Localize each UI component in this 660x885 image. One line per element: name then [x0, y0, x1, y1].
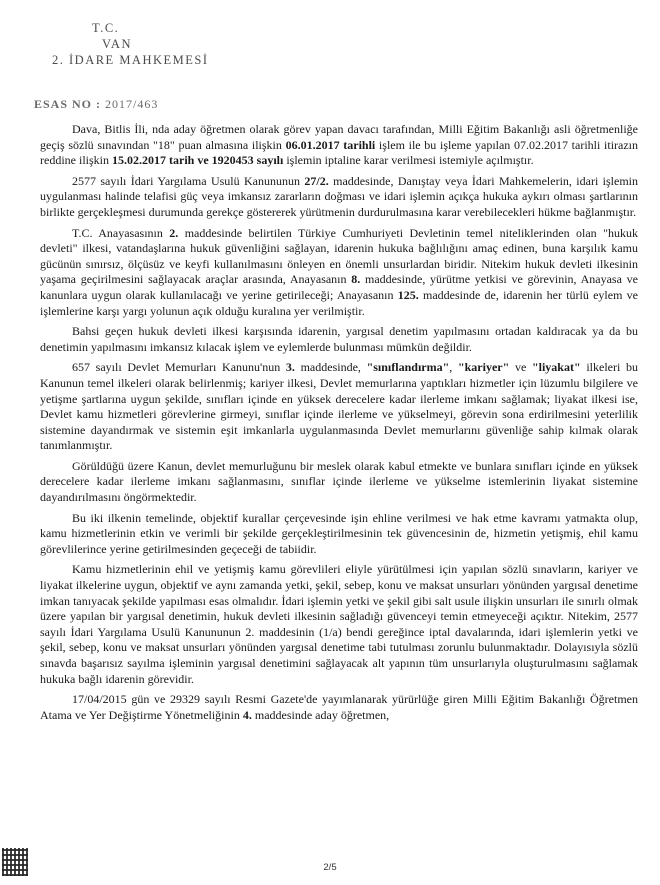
text-run: 2577 sayılı İdari Yargılama Usulü Kanununun — [72, 173, 305, 188]
text-run: maddesinde de, idarenin her türlü eylem ve işlemlerine karşı yargı yolunun açık olduğu kuralına yer verilmiştir. — [40, 287, 638, 318]
court-header — [52, 20, 209, 68]
body-paragraph — [40, 174, 638, 221]
bold-text: "kariyer" — [457, 360, 510, 375]
text-run: , — [449, 360, 458, 375]
text-run: maddesinde, — [294, 360, 367, 375]
body-paragraph — [40, 226, 638, 320]
text-run: Dava, Bitlis İli, nda aday öğretmen olarak görev yapan davacı tarafından, Milli Eğitim Bakanlığı asli öğretmenliğe geçiş sözlü sınavından "18" puan almasına ilişkin — [40, 122, 638, 152]
bold-text: 3. — [285, 360, 295, 375]
body-paragraph — [40, 324, 638, 355]
bold-text: 15.02.2017 tarih ve 1920453 sayılı — [112, 153, 284, 168]
text-run: maddesinde aday öğretmen, — [251, 707, 390, 722]
bold-text: "sınıflandırma" — [366, 360, 450, 375]
body-paragraph — [40, 122, 638, 169]
text-run: Görüldüğü üzere Kanun, devlet memurluğunu bir meslek olarak kabul etmekte ve bunlara sınıfları içinde en yüksek derecelere kadar ilerleme imkanı sağlanmasını, sınıflar içinde ilerleme ve yükselme istemlerinin liyakat sistemine dayandırılmasını öngörmektedir. — [40, 458, 638, 505]
text-run: işlem ile bu işleme yapılan 07.02.2017 tarihli itirazın reddine ilişkin — [40, 137, 639, 168]
bold-text: 06.01.2017 tarihli — [285, 137, 376, 152]
body-paragraph — [40, 692, 638, 723]
bold-text: 4. — [242, 707, 252, 722]
text-run: ve — [509, 360, 532, 375]
text-run: maddesinde belirtilen Türkiye Cumhuriyeti Devletinin temel niteliklerinden olan "hukuk devleti" ilkesi, vatandaşlarına hukuk güvenliğini sağlayan, idarenin hukuka bağlılığını amaç edinen, buna karşılık kamu gücünün sınırsız, ölçüsüz ve keyfi kullanılmasını önleyen en önemli unsurlardan biridir. Nitekim hukuk devleti ilkesinin yaşama geçirilmesini sağlayacak araçlar arasında, Anayasanın — [40, 225, 638, 287]
case-number — [34, 97, 158, 112]
bold-text: 125. — [397, 287, 419, 302]
header-city: VAN — [102, 37, 132, 51]
text-run: işlemin iptaline karar verilmesi istemiyle açılmıştır. — [283, 153, 534, 168]
text-run: Bahsi geçen hukuk devleti ilkesi karşısında idarenin, yargısal denetim yapılmasını ortadan kaldıracak ya da bu denetimin yapılmasını imkansız kılacak işlem ve eylemlerde bulunması mümkün değildir. — [40, 324, 638, 354]
body-paragraph — [40, 562, 638, 687]
text-run: maddesinde, yürütme yetkisi ve görevinin, Anayasa ve kanunlara uygun olarak kullanılacağı ve yerine getirileceği; Anayasanın — [40, 272, 638, 302]
header-tc: T.C. — [92, 21, 120, 35]
text-run: maddesinde, Danıştay veya İdari Mahkemelerin, idari işlemin uygulanması halinde telafisi güç veya imkansız zararların doğması ve idari işlemin açıkça hukuka aykırı olması şartlarının birlikte gerçekleşmesi durumunda gerekçe göstererek yürütmenin durdurulmasına karar verebilecekleri hükme bağlanmıştır. — [40, 173, 639, 219]
page-number: 2/5 — [323, 862, 337, 873]
header-court-name: 2. İDARE MAHKEMESİ — [52, 53, 209, 67]
bold-text: 27/2. — [304, 173, 329, 188]
document-body — [40, 122, 638, 728]
body-paragraph — [40, 459, 638, 506]
text-run: T.C. Anayasasının — [72, 225, 170, 240]
case-number-value: 2017/463 — [105, 97, 159, 111]
bold-text: 8. — [351, 272, 361, 287]
case-number-label: ESAS NO : — [34, 97, 102, 111]
bold-text: 2. — [169, 225, 179, 240]
text-run: 657 sayılı Devlet Memurları Kanunu'nun — [72, 360, 286, 375]
text-run: 17/04/2015 gün ve 29329 sayılı Resmi Gazete'de yayımlanarak yürürlüğe giren Milli Eğitim Bakanlığı Öğretmen Atama ve Yer Değiştirme Yönetmeliğinin — [40, 692, 638, 722]
bold-text: "liyakat" — [531, 360, 581, 375]
text-run: Kamu hizmetlerinin ehil ve yetişmiş kamu görevlileri eliyle yürütülmesi için yapılan sözlü sınavların, kariyer ve liyakat ilkelerine uygun, objektif ve aynı zamanda yetki, şekil, sebep, konu ve maksat unsurları yönünden yargısal denetime imkan tanıyacak şekilde yapılması esas olmalıdır. İdari işlemin yetki ve şekil gibi salt usule ilişkin unsurları ile sınırlı olmak üzere yapılan bir yargısal denetimin, hukuk devleti ilkesinin sağladığı güvenceyi temin etmeyeceği açıktır. Nitekim, 2577 sayılı İdari Yargılama Usulü Kanununun 2. maddesinin (1/a) bendi gereğince iptal davalarında, idari işlemlerin yetki ve şekil, sebep, konu ve maksat unsurları yönünden yargısal denetime tabi tutulması zorunlu bulunmaktadır. Dolayısıyla sözlü sınavda başarısız sayılma işleminin yargısal denetimini sağlayacak alt yapının tüm unsurlarıyla oluşturulmasını sağlamak hukuka bağlı idarenin görevidir. — [40, 562, 638, 686]
text-run: ilkeleri bu Kanunun temel ilkeleri olarak belirlenmiş; kariyer ilkesi, Devlet memurlarına yaptıkları hizmetler için lüzumlu bilgilere ve yetişme şartlarına uygun şekilde, sınıfları içinde en yüksek derecelere kadar ilerleme imkanı sağlamak; liyakat ilkesi ise, Devlet kamu hizmetleri görevlerine girmeyi, sınıflar içinde ilerleme ve yükselmeyi, görevin sona erdirilmesini yeterlilik sistemine dayandırmak ve sistemin eşit imkanlarla uygulanmasında Devlet memurlarını güvenliğe sahip kılmak olarak tanımlanmıştır. — [40, 360, 638, 453]
body-paragraph — [40, 360, 638, 454]
body-paragraph — [40, 511, 638, 558]
text-run: Bu iki ilkenin temelinde, objektif kurallar çerçevesinde işin ehline verilmesi ve hak etme kavramı yatmakta olup, kamu hizmetlerinin etkin ve verimli bir şekilde gerçekleştirilmesinin tek güvencesinin de, hizmetin yetişmiş, ehil kamu görevlilerince yerine getirilmesinden geçeceği de tabiidir. — [40, 510, 638, 556]
